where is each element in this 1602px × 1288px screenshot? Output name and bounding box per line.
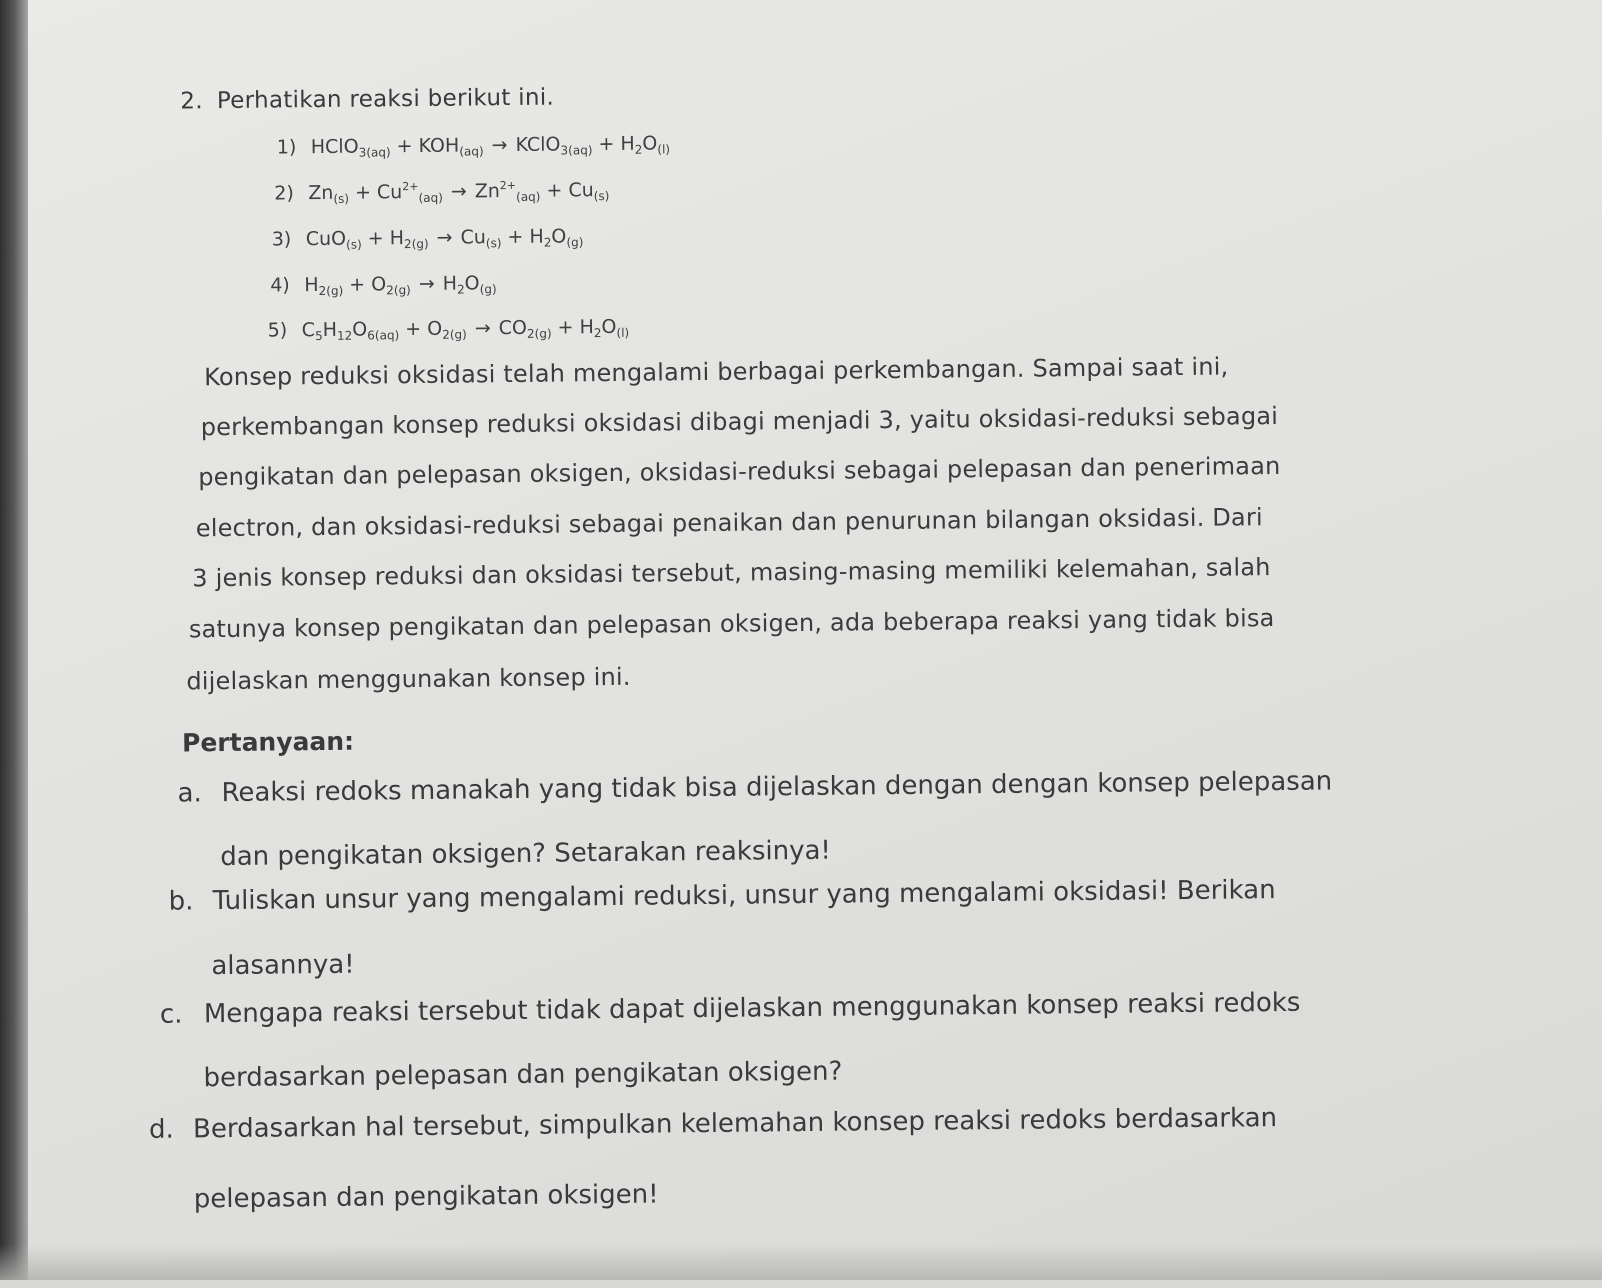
formula-subscript: 2(g) bbox=[442, 327, 467, 342]
formula-subscript: (s) bbox=[485, 236, 502, 251]
photo-bottom-shadow bbox=[0, 1244, 1602, 1280]
formula-subscript: 2(g) bbox=[318, 283, 344, 299]
formula-text: O bbox=[352, 318, 368, 341]
formula-subscript: 3(aq) bbox=[358, 145, 391, 160]
paragraph-line: satunya konsep pengikatan dan pelepasan oksigen, ada beberapa reaksi yang tidak bisa bbox=[188, 604, 1275, 644]
reaction-arrow: → bbox=[450, 180, 467, 203]
reaction-number: 1) bbox=[276, 136, 297, 159]
question-text: Mengapa reaksi tersebut tidak dapat dijelaskan menggunakan konsep reaksi redoks bbox=[203, 987, 1301, 1030]
question-a bbox=[177, 766, 1332, 808]
formula-text: + O bbox=[399, 317, 443, 341]
formula-subscript: 5 bbox=[314, 328, 323, 344]
question-text: Tuliskan unsur yang mengalami reduksi, unsur yang mengalami oksidasi! Berikan bbox=[212, 875, 1276, 917]
formula-superscript: 2+ bbox=[402, 179, 419, 194]
formula-text: + H bbox=[501, 225, 544, 249]
question-text: Reaksi redoks manakah yang tidak bisa dijelaskan dengan dengan konsep pelepasan bbox=[221, 766, 1333, 809]
formula-subscript: (s) bbox=[333, 191, 350, 206]
formula-text: O bbox=[464, 272, 480, 295]
formula-text: + H bbox=[551, 316, 594, 339]
formula-subscript: 3(aq) bbox=[560, 143, 593, 158]
formula-text: + Cu bbox=[540, 179, 594, 202]
reaction-number: 3) bbox=[271, 228, 292, 251]
formula-subscript: (s) bbox=[346, 237, 362, 252]
reaction-arrow: → bbox=[436, 226, 453, 249]
reaction-1 bbox=[277, 132, 670, 160]
reaction-number: 5) bbox=[267, 319, 288, 342]
formula-subscript: 2 bbox=[543, 235, 552, 250]
reaction-3 bbox=[272, 225, 584, 252]
question-letter: c. bbox=[159, 999, 183, 1030]
question-instruction: Perhatikan reaksi berikut ini. bbox=[216, 84, 555, 115]
reaction-5 bbox=[268, 316, 630, 344]
question-b-continuation: alasannya! bbox=[211, 949, 355, 982]
formula-subscript: (aq) bbox=[418, 190, 443, 205]
question-a-continuation: dan pengikatan oksigen? Setarakan reaksinya! bbox=[220, 835, 832, 873]
formula-subscript: 2 bbox=[593, 326, 602, 341]
question-d bbox=[149, 1103, 1277, 1145]
formula-text: O bbox=[601, 315, 617, 339]
formula-text: H bbox=[322, 318, 338, 341]
formula-subscript: 2(g) bbox=[526, 326, 552, 341]
formula-subscript: (g) bbox=[566, 235, 584, 250]
formula-subscript: 2 bbox=[634, 142, 643, 157]
formula-text: CO bbox=[498, 316, 528, 340]
question-number: 2. bbox=[180, 88, 204, 115]
formula-subscript: (g) bbox=[479, 282, 497, 297]
formula-subscript: 12 bbox=[336, 328, 353, 343]
paragraph-line: pengikatan dan pelepasan oksigen, oksidasi-reduksi sebagai pelepasan dan penerimaan bbox=[198, 451, 1281, 492]
formula-superscript: 2+ bbox=[499, 178, 517, 193]
formula-text: + O bbox=[343, 273, 387, 296]
reaction-4 bbox=[270, 272, 497, 298]
question-letter: b. bbox=[168, 886, 194, 917]
formula-text: Zn bbox=[308, 181, 334, 205]
reaction-2 bbox=[274, 178, 609, 207]
formula-text: + H bbox=[361, 227, 405, 250]
reaction-number: 4) bbox=[270, 274, 290, 297]
question-letter: d. bbox=[148, 1114, 175, 1145]
formula-text: + H bbox=[592, 132, 635, 156]
formula-text: O bbox=[551, 225, 567, 248]
question-text: Berdasarkan hal tersebut, simpulkan kelemahan konsep reaksi redoks berdasarkan bbox=[192, 1103, 1278, 1145]
question-c-continuation: berdasarkan pelepasan dan pengikatan oksigen? bbox=[203, 1056, 843, 1094]
questions-title: Pertanyaan: bbox=[181, 726, 355, 758]
formula-text: Zn bbox=[474, 180, 500, 203]
reaction-arrow: → bbox=[418, 272, 435, 295]
paragraph-line: Konsep reduksi oksidasi telah mengalami berbagai perkembangan. Sampai saat ini, bbox=[204, 352, 1229, 392]
formula-text: O bbox=[642, 132, 658, 155]
question-d-continuation: pelepasan dan pengikatan oksigen! bbox=[193, 1179, 659, 1215]
formula-subscript: 2(g) bbox=[386, 283, 411, 298]
formula-text: + Cu bbox=[348, 181, 403, 204]
reaction-arrow: → bbox=[474, 317, 491, 340]
formula-subscript: 2 bbox=[456, 282, 465, 297]
reaction-number: 2) bbox=[274, 182, 294, 205]
question-letter: a. bbox=[177, 778, 202, 809]
formula-subscript: (l) bbox=[657, 142, 671, 157]
question-c bbox=[160, 988, 1301, 1030]
formula-text: HClO bbox=[310, 135, 359, 159]
formula-text: + KOH bbox=[390, 134, 460, 158]
formula-text: H bbox=[442, 272, 458, 295]
formula-subscript: (s) bbox=[593, 188, 610, 204]
formula-text: H bbox=[304, 274, 319, 297]
question-b bbox=[169, 875, 1276, 917]
paragraph-line: perkembangan konsep reduksi oksidasi dibagi menjadi 3, yaitu oksidasi-reduksi sebagai bbox=[200, 401, 1279, 442]
reaction-arrow: → bbox=[491, 134, 508, 157]
formula-text: C bbox=[301, 319, 316, 342]
paragraph-line: 3 jenis konsep reduksi dan oksidasi tersebut, masing-masing memiliki kelemahan, salah bbox=[192, 553, 1271, 593]
formula-text: Cu bbox=[460, 226, 486, 249]
formula-subscript: (aq) bbox=[516, 189, 541, 204]
formula-subscript: (aq) bbox=[459, 144, 484, 159]
paragraph-line: electron, dan oksidasi-reduksi sebagai penaikan dan penurunan bilangan oksidasi. Dari bbox=[195, 503, 1263, 543]
question-heading bbox=[180, 85, 554, 115]
formula-subscript: (l) bbox=[616, 325, 630, 340]
formula-text: CuO bbox=[305, 227, 347, 251]
formula-subscript: 6(aq) bbox=[367, 328, 400, 343]
formula-subscript: 2(g) bbox=[403, 236, 429, 252]
paragraph-line: dijelaskan menggunakan konsep ini. bbox=[186, 662, 631, 696]
formula-text: KClO bbox=[515, 133, 561, 156]
